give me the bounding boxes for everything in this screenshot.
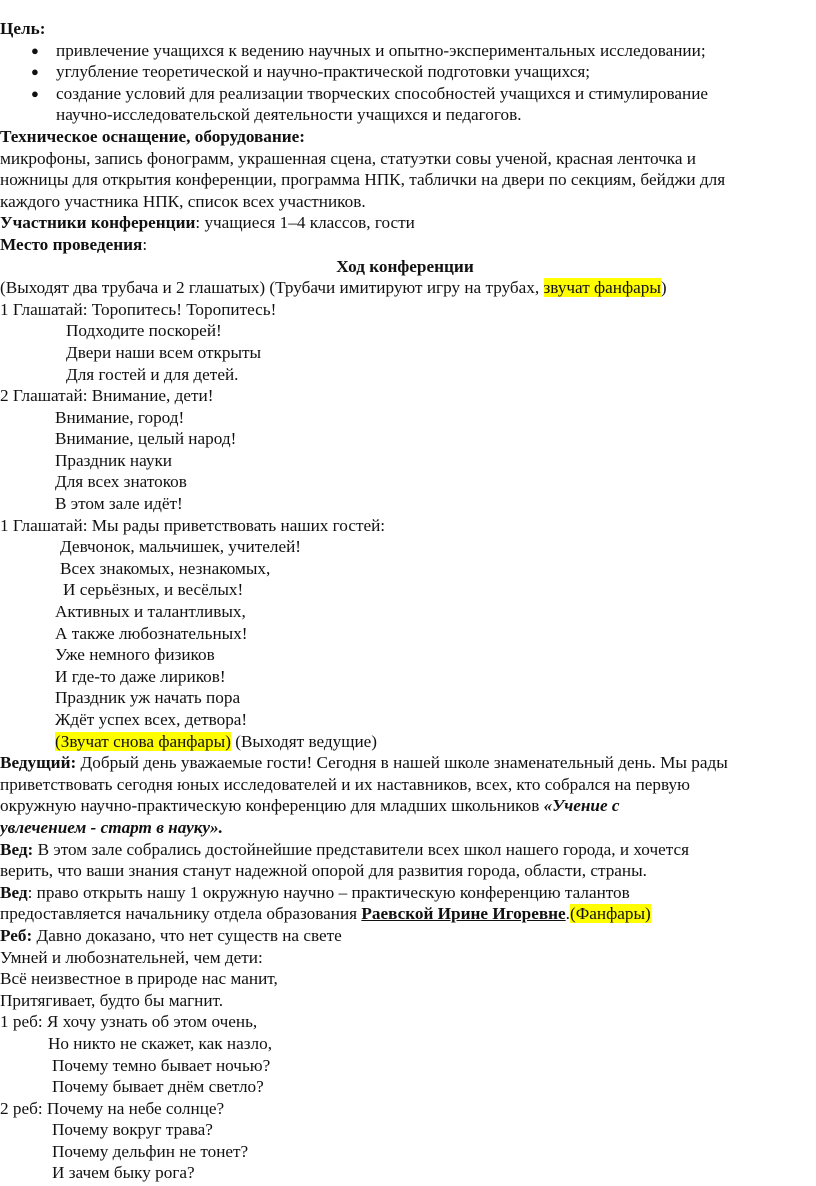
verse-line: Ждёт успех всех, детвора! [55, 710, 248, 729]
verse-line: Внимание, целый народ! [55, 429, 237, 449]
equipment-text: микрофоны, запись фонограмм, украшенная сцена, статуэтки совы ученой, красная ленточка и [0, 148, 697, 168]
stage-direction-line: (Звучат снова фанфары) (Выходят ведущие) [55, 731, 377, 751]
verse-line: Для гостей и для детей. [66, 364, 239, 384]
bullet-icon: ● [31, 85, 39, 101]
venue-line: Место проведения: [0, 234, 148, 254]
verse-line: Уже немного физиков [55, 645, 215, 665]
verse-line: Внимание, город! [55, 407, 185, 427]
host-speech: верить, что ваши знания станут надежной опорой для развития города, области, страны. [0, 861, 647, 881]
speaker-label: Ведущий: [0, 753, 77, 773]
goal-item-continuation: научно-исследовательской деятельности учащихся и педагогов. [56, 105, 522, 125]
conference-title: увлечением - старт в науку». [0, 817, 223, 837]
child-speech: Реб: Давно доказано, что нет существ на свете [0, 925, 342, 945]
highlighted-stage-direction: (Звучат снова фанфары) [55, 731, 231, 751]
highlighted-stage-direction: (Фанфары) [569, 904, 651, 924]
conference-title: «Учение с [543, 796, 620, 816]
verse-line: В этом зале идёт! [55, 494, 183, 514]
host-speech: предоставляется начальнику отдела образования Раевской Ирине Игоревне.(Фанфары) [0, 904, 651, 924]
speaker-label: Вед [0, 882, 28, 902]
host-speech: Вед: право открыть нашу 1 окружную научно – практическую конференцию талантов [0, 882, 630, 902]
host-speech: окружную научно-практическую конференцию для младших школьников «Учение с [0, 796, 620, 816]
participants-text: : учащиеся 1–4 классов, гости [195, 213, 415, 233]
verse-line: Девчонок, мальчишек, учителей! [60, 537, 301, 557]
highlighted-stage-direction: звучат фанфары [543, 278, 661, 298]
verse-line: Двери наши всем открыты [66, 342, 262, 362]
speaker-label: Вед: [0, 839, 34, 859]
equipment-text: каждого участника НПК, список всех участников. [0, 191, 366, 211]
equipment-text: ножницы для открытия конференции, программа НПК, таблички на двери по секциям, бейджи для [0, 170, 726, 190]
verse-line: Притягивает, будто бы магнит. [0, 990, 224, 1010]
host-speech: Ведущий: Добрый день уважаемые гости! Сегодня в нашей школе знаменательный день. Мы рады [0, 753, 728, 773]
verse-line: Почему бывает днём светло? [52, 1077, 264, 1097]
verse-line: И серьёзных, и весёлых! [63, 580, 244, 600]
speaker-label: Реб: [0, 925, 33, 945]
verse-line: И зачем быку рога? [52, 1163, 195, 1183]
participants-line [0, 212, 810, 234]
verse-line: Почему темно бывает ночью? [52, 1055, 271, 1075]
goal-item: ● привлечение учащихся к ведению научных и опытно-экспериментальных исследовании; [31, 40, 706, 60]
verse-line: Праздник уж начать пора [55, 688, 241, 708]
host-speech: Вед: В этом зале собрались достойнейшие представители всех школ нашего города, и хочется [0, 839, 689, 859]
verse-line: Умней и любознательней, чем дети: [0, 947, 263, 967]
section-heading: Ход конференции [336, 256, 474, 276]
intro-line: (Выходят два трубача и 2 глашатых) (Трубачи имитируют игру на трубах, звучат фанфары) [0, 278, 667, 298]
verse-line: Но никто не скажет, как назло, [48, 1033, 273, 1053]
goal-heading: Цель: [0, 19, 46, 38]
participants-label: Участники конференции [0, 213, 196, 233]
verse-line: Почему вокруг трава? [52, 1120, 213, 1140]
verse-line: Подходите поскорей! [66, 321, 222, 341]
verse-line: Всех знакомых, незнакомых, [60, 558, 271, 578]
verse-line: Активных и талантливых, [55, 602, 246, 622]
goal-item: ● создание условий для реализации творческих способностей учащихся и стимулирование [31, 83, 709, 103]
verse-line: Для всех знатоков [55, 472, 187, 492]
venue-label: Место проведения [0, 234, 143, 254]
bullet-icon: ● [31, 42, 39, 58]
equipment-heading: Техническое оснащение, оборудование: [0, 126, 306, 146]
speaker-line: 1 Глашатай: Торопитесь! Торопитесь! [0, 299, 277, 319]
host-speech: приветствовать сегодня юных исследователей и их наставников, всех, кто собрался на первую [0, 774, 690, 794]
verse-line: И где-то даже лириков! [55, 666, 226, 686]
speaker-line: 2 реб: Почему на небе солнце? [0, 1098, 225, 1118]
speaker-line: 1 реб: Я хочу узнать об этом очень, [0, 1012, 258, 1032]
official-name: Раевской Ирине Игоревне [361, 904, 566, 924]
speaker-line: 2 Глашатай: Внимание, дети! [0, 386, 214, 406]
verse-line: А также любознательных! [55, 623, 248, 643]
verse-line: Праздник науки [55, 450, 172, 470]
goal-item: ● углубление теоретической и научно-практической подготовки учащихся; [31, 62, 591, 82]
bullet-icon: ● [31, 64, 39, 80]
verse-line: Почему дельфин не тонет? [52, 1141, 249, 1161]
document-page [0, 18, 810, 1184]
verse-line: Всё неизвестное в природе нас манит, [0, 969, 278, 989]
speaker-line: 1 Глашатай: Мы рады приветствовать наших гостей: [0, 515, 386, 535]
